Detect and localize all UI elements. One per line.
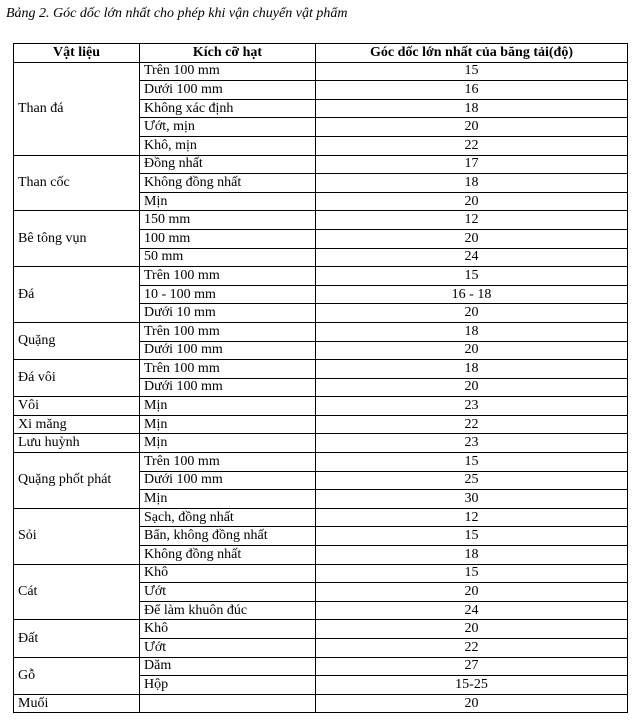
material-cell: Quặng phốt phát xyxy=(14,453,140,509)
material-cell: Xi măng xyxy=(14,415,140,434)
angle-cell: 27 xyxy=(316,657,628,676)
size-cell: Trên 100 mm xyxy=(140,453,316,472)
header-row xyxy=(14,44,628,63)
angle-cell: 22 xyxy=(316,136,628,155)
header-material: Vật liệu xyxy=(14,44,140,63)
table-row xyxy=(14,360,628,379)
material-cell: Sỏi xyxy=(14,508,140,564)
angle-cell: 18 xyxy=(316,360,628,379)
table-row xyxy=(14,564,628,583)
angle-cell: 15 xyxy=(316,564,628,583)
table-row xyxy=(14,657,628,676)
size-cell: Sạch, đồng nhất xyxy=(140,508,316,527)
table-caption: Bảng 2. Góc dốc lớn nhất cho phép khi vận chuyển vật phẩm xyxy=(6,6,348,21)
table-row xyxy=(14,415,628,434)
size-cell: Khô xyxy=(140,564,316,583)
size-cell: Khô, mịn xyxy=(140,136,316,155)
angle-cell: 15 xyxy=(316,267,628,286)
size-cell: Để làm khuôn đúc xyxy=(140,601,316,620)
angle-cell: 22 xyxy=(316,415,628,434)
size-cell: Không đồng nhất xyxy=(140,546,316,565)
angle-cell: 18 xyxy=(316,322,628,341)
size-cell: 150 mm xyxy=(140,211,316,230)
size-cell: Trên 100 mm xyxy=(140,322,316,341)
material-cell: Muối xyxy=(14,694,140,713)
angle-cell: 12 xyxy=(316,211,628,230)
size-cell: Trên 100 mm xyxy=(140,62,316,81)
table-row xyxy=(14,434,628,453)
angle-cell: 23 xyxy=(316,434,628,453)
size-cell: Ướt, mịn xyxy=(140,118,316,137)
angle-cell: 20 xyxy=(316,583,628,602)
size-cell: Không đồng nhất xyxy=(140,174,316,193)
angle-cell: 18 xyxy=(316,99,628,118)
size-cell xyxy=(140,694,316,713)
angle-cell: 25 xyxy=(316,471,628,490)
size-cell: Mịn xyxy=(140,490,316,509)
angle-cell: 22 xyxy=(316,639,628,658)
angle-cell: 20 xyxy=(316,229,628,248)
size-cell: Mịn xyxy=(140,192,316,211)
size-cell: Dăm xyxy=(140,657,316,676)
table-row xyxy=(14,453,628,472)
angle-cell: 15 xyxy=(316,62,628,81)
table-row xyxy=(14,620,628,639)
size-cell: Mịn xyxy=(140,415,316,434)
size-cell: 50 mm xyxy=(140,248,316,267)
angle-cell: 30 xyxy=(316,490,628,509)
size-cell: Ướt xyxy=(140,639,316,658)
size-cell: Khô xyxy=(140,620,316,639)
size-cell: Ướt xyxy=(140,583,316,602)
table-row xyxy=(14,211,628,230)
material-cell: Cát xyxy=(14,564,140,620)
table-row xyxy=(14,155,628,174)
table-row xyxy=(14,62,628,81)
material-cell: Than đá xyxy=(14,62,140,155)
size-cell: Mịn xyxy=(140,434,316,453)
table-row xyxy=(14,397,628,416)
angle-cell: 15 xyxy=(316,527,628,546)
angle-cell: 20 xyxy=(316,304,628,323)
size-cell: Dưới 100 mm xyxy=(140,81,316,100)
angle-cell: 24 xyxy=(316,601,628,620)
material-cell: Quặng xyxy=(14,322,140,359)
material-cell: Vôi xyxy=(14,397,140,416)
header-angle: Góc dốc lớn nhất của băng tải(độ) xyxy=(316,44,628,63)
angle-cell: 20 xyxy=(316,620,628,639)
size-cell: Không xác định xyxy=(140,99,316,118)
size-cell: Dưới 10 mm xyxy=(140,304,316,323)
angle-cell: 18 xyxy=(316,546,628,565)
conveyor-angle-table xyxy=(13,43,628,713)
material-cell: Đất xyxy=(14,620,140,657)
table-row xyxy=(14,508,628,527)
angle-cell: 16 - 18 xyxy=(316,285,628,304)
material-cell: Bê tông vụn xyxy=(14,211,140,267)
header-size: Kích cỡ hạt xyxy=(140,44,316,63)
angle-cell: 20 xyxy=(316,192,628,211)
angle-cell: 20 xyxy=(316,694,628,713)
size-cell: Mịn xyxy=(140,397,316,416)
table-row xyxy=(14,694,628,713)
angle-cell: 15 xyxy=(316,453,628,472)
material-cell: Đá xyxy=(14,267,140,323)
size-cell: Dưới 100 mm xyxy=(140,341,316,360)
size-cell: Dưới 100 mm xyxy=(140,471,316,490)
angle-cell: 23 xyxy=(316,397,628,416)
material-cell: Đá vôi xyxy=(14,360,140,397)
material-cell: Lưu huỳnh xyxy=(14,434,140,453)
angle-cell: 15-25 xyxy=(316,676,628,695)
angle-cell: 20 xyxy=(316,341,628,360)
size-cell: Dưới 100 mm xyxy=(140,378,316,397)
size-cell: Đồng nhất xyxy=(140,155,316,174)
size-cell: Trên 100 mm xyxy=(140,360,316,379)
angle-cell: 24 xyxy=(316,248,628,267)
angle-cell: 16 xyxy=(316,81,628,100)
table-row xyxy=(14,322,628,341)
size-cell: 100 mm xyxy=(140,229,316,248)
size-cell: Hộp xyxy=(140,676,316,695)
angle-cell: 12 xyxy=(316,508,628,527)
angle-cell: 18 xyxy=(316,174,628,193)
size-cell: 10 - 100 mm xyxy=(140,285,316,304)
material-cell: Gỗ xyxy=(14,657,140,694)
material-cell: Than cốc xyxy=(14,155,140,211)
size-cell: Bẩn, không đồng nhất xyxy=(140,527,316,546)
angle-cell: 17 xyxy=(316,155,628,174)
size-cell: Trên 100 mm xyxy=(140,267,316,286)
angle-cell: 20 xyxy=(316,118,628,137)
table-body xyxy=(14,62,628,713)
angle-cell: 20 xyxy=(316,378,628,397)
table-row xyxy=(14,267,628,286)
